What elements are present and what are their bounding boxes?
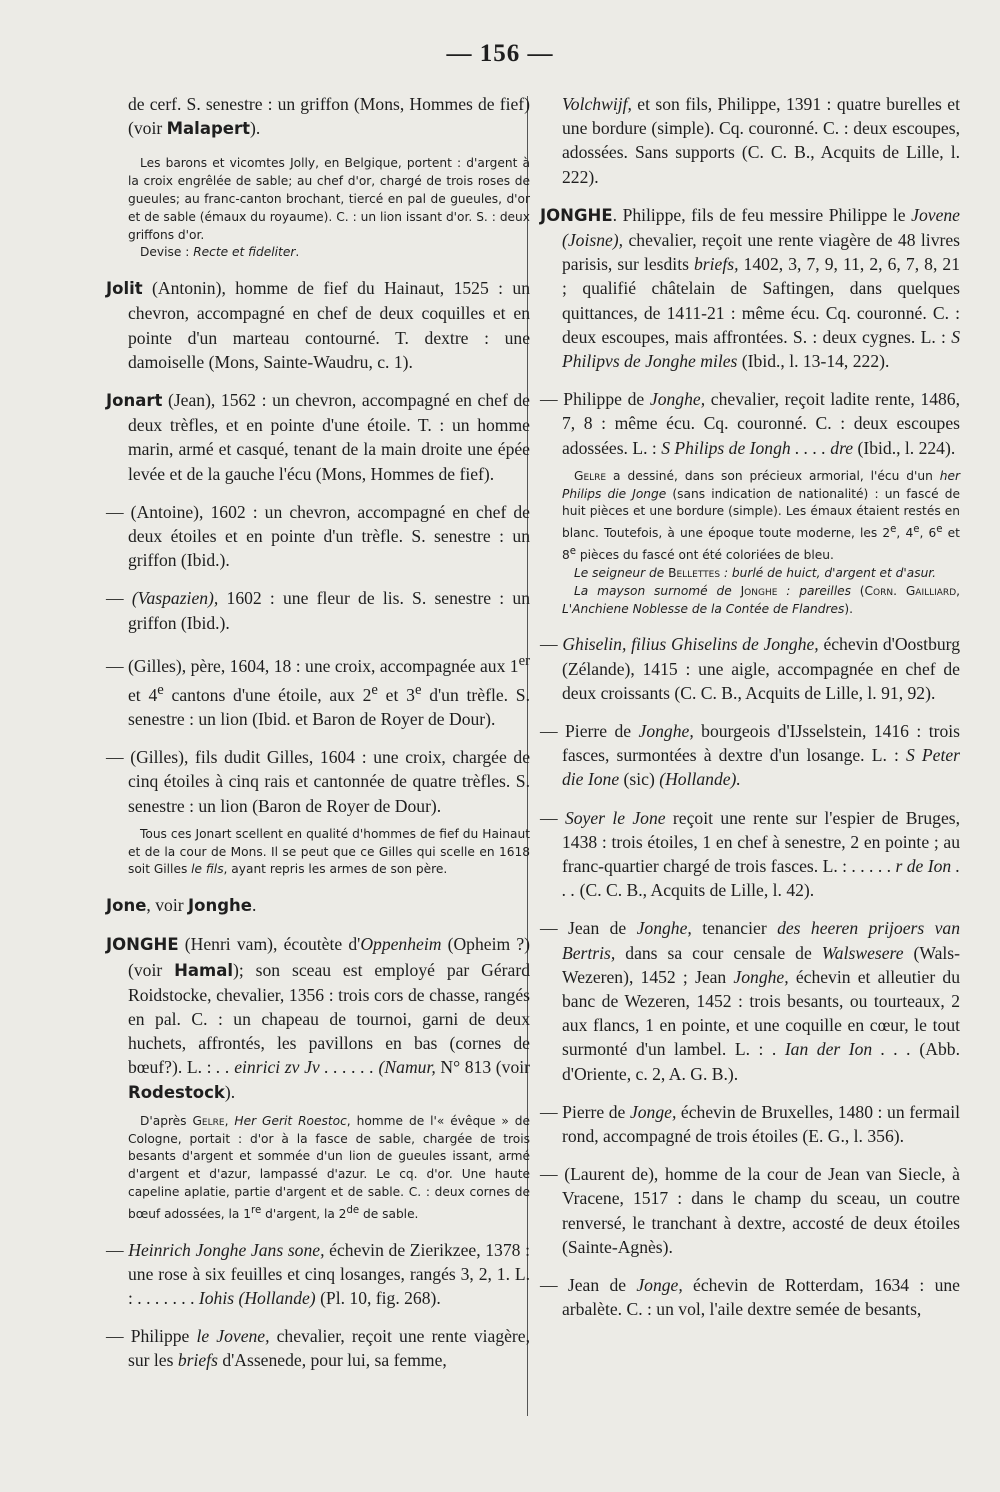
entry-jonart-vaspazien: — (Vaspazien), 1602 : une fleur de lis. S. senestre : un griffon (Ibid.). — [106, 588, 530, 633]
entry-philippe-de-jonghe: — Philippe de Jonghe, chevalier, reçoit ladite rente, 1486, 7, 8 : même écu. Cq. couronné. C. : deux escoupes adossées. L. : S Philips de Iongh . . . . dre (Ibid., l. 224). — [540, 389, 960, 458]
entry-jone: Jone, voir Jonghe. — [106, 895, 257, 916]
left-column — [106, 92, 530, 1387]
note-gelre-philips: Gelre a dessiné, dans son précieux armorial, l'écu d'un her Philips die Jonge (sans indication de nationalité) : un fascé de huit pièces et une bordure (simple). Les émaux étaient restés en blanc. Toutefois, à une époque toute moderne, les 2e, 4e, 6e et 8e pièces du fascé ont été coloriées de bleu. Le seigneur de Bellettes : burlé de huict, d'argent et d'asur. La mayson surnomé de Jonghe : pareilles (Corn. Gailliard, L'Anchiene Noblesse de la Contée de Flandres). — [562, 468, 960, 616]
headword-jonart: Jonart — [106, 391, 163, 410]
entry-pierre-de-jonge: — Pierre de Jonge, échevin de Bruxelles, 1480 : un fermail rond, accompagné de trois étoiles (E. G., l. 356). — [540, 1101, 960, 1146]
entry-jonghe-philippe: JONGHE. Philippe, fils de feu messire Philippe le Jovene (Joisne), chevalier, reçoit une rente viagère de 48 livres parisis, sur lesdits briefs, 1402, 3, 7, 9, 11, 2, 6, 7, 8, 21 ; qualifié châtelain de Saftingen, dans quelques quittances, de 1411-21 : même écu. Cq. couronné. C. : deux escoupes, mais affrontées. S. : deux cygnes. L. : S Philipvs de Jonghe miles (Ibid., l. 13-14, 222). — [540, 204, 961, 372]
entry-pierre-de-jonghe: — Pierre de Jonghe, bourgeois d'IJsselstein, 1416 : trois fasces, surmontées à dextre d'un losange. L. : S Peter die Ione (sic) (Hollande). — [540, 720, 961, 790]
entry-laurent-de: — (Laurent de), homme de la cour de Jean van Siecle, à Vracene, 1517 : dans le champ du sceau, un coutre renversé, le tranchant à dextre, accosté de deux étoiles (Sainte-Agnès). — [540, 1164, 960, 1257]
cross-ref-malapert: Malapert — [166, 119, 250, 139]
note-jonart: Tous ces Jonart scellent en qualité d'hommes de fief du Hainaut et de la cour de Mons. Il se peut que ce Gilles qui scelle en 1618 soit Gilles le fils, ayant repris les armes de son père. — [128, 826, 530, 877]
note-jolly: Les barons et vicomtes Jolly, en Belgique, portent : d'argent à la croix engrêlée de sable; au chef d'or, chargé de trois roses de gueules; au franc-canton brochant, tiercé en pal de gueules, d'or et de sable (émaux du royaume). C. : un lion issant d'or. S. : deux griffons d'or. Devise : Recte et fideliter. — [128, 156, 530, 260]
entry-philippe-le-jovene: — Philippe le Jovene, chevalier, reçoit une rente viagère, sur les briefs d'Assenede, pour lui, sa femme, — [106, 1326, 531, 1371]
entry-continuation: de cerf. S. senestre : un griffon (Mons, Hommes de fief) (voir Malapert). — [128, 94, 530, 139]
cross-ref-rodestock: Rodestock — [128, 1082, 225, 1102]
entry-jonart-jean: Jonart (Jean), 1562 : un chevron, accompagné en chef de deux trèfles, et en pointe d'une étoile. T. : un homme marin, armé et casqué, tenant de la main droite une épée levée et de la gauche l'écu (Mons, Hommes de fief). — [106, 390, 530, 484]
entry-jean-de-jonghe: — Jean de Jonghe, tenancier des heeren prijoers van Bertris, dans sa cour censale de Walswesere (Wals-Wezeren), 1452 ; Jean Jonghe, échevin et alleutier du banc de Wezeren, 1452 : trois besants, ou tourteaux, 2 aux flancs, 1 en pointe, et une coquille en cœur, le tout surmonté d'un lambel. L. : . Ian der Ion . . . (Abb. d'Oriente, c. 2, A. G. B.). — [540, 918, 960, 1084]
headword-jonghe-2: JONGHE — [540, 205, 613, 225]
entry-heinrich-jonghe: — Heinrich Jonghe Jans sone, échevin de Zierikzee, 1378 : une rose à six feuilles et cinq losanges, rangés 3, 2, 1. L. : . . . . . . . Iohis (Hollande) (Pl. 10, fig. 268). — [106, 1239, 530, 1309]
note-gelre-roestoc: D'après Gelre, Her Gerit Roestoc, homme de l'« évêque » de Cologne, portait : d'or à la fasce de sable, chargée de trois besants d'argent et sommée d'un lion de gueules issant, armé d'argent et d'azur, lampassé d'azur. Le cq. d'or. Une haute capeline aplatie, partie d'argent et de sable. C. : deux cornes de bœuf adossées, la 1re d'argent, la 2de de sable. — [128, 1113, 531, 1221]
cross-ref-hamal: Hamal — [174, 960, 234, 980]
entry-continuation-volchwijf: Volchwijf, et son fils, Philippe, 1391 : quatre burelles et une bordure (simple). Cq. couronné. C. : deux escoupes, adossées. Sans supports (C. C. B., Acquits de Lille, l. 222). — [562, 94, 960, 187]
entry-jean-de-jonge: — Jean de Jonge, échevin de Rotterdam, 1634 : une arbalète. C. : un vol, l'aile dextre semée de besants, — [540, 1275, 960, 1320]
headword-jone: Jone — [106, 896, 147, 916]
entry-jolit: Jolit (Antonin), homme de fief du Hainaut, 1525 : un chevron, accompagné en chef de deux coquilles et en pointe d'un marteau contourné. T. dextre : une damoiselle (Mons, Sainte-Waudru, c. 1). — [106, 278, 530, 372]
entry-jonart-gilles-pere: — (Gilles), père, 1604, 18 : une croix, accompagnée aux 1er et 4e cantons d'une étoile, aux 2e et 3e d'un trèfle. S. senestre : un lion (Ibid. et Baron de Royer de Dour). — [106, 652, 530, 729]
entry-jonart-gilles-fils: — (Gilles), fils dudit Gilles, 1604 : une croix, chargée de cinq étoiles à cinq rais et cantonnée de quatre trèfles. S. senestre : un lion (Baron de Royer de Dour). — [106, 747, 530, 816]
right-column — [540, 92, 960, 1335]
entry-ghiselin: — Ghiselin, filius Ghiselins de Jonghe, échevin d'Oostburg (Zélande), 1415 : une aigle, accompagnée en chef de deux croissants (C. C. B., Acquits de Lille, l. 91, 92). — [540, 634, 961, 703]
cross-ref-jonghe: Jonghe — [187, 896, 252, 916]
headword-jonghe: JONGHE — [106, 935, 179, 955]
headword-jolit: Jolit — [106, 279, 143, 299]
page-number: — 156 — — [446, 40, 554, 67]
entry-soyer-le-jone: — Soyer le Jone reçoit une rente sur l'espier de Bruges, 1438 : trois étoiles, 1 en chef à senestre, 2 en pointe ; au franc-quartier chargé de trois fasces. L. : . . . . . r de Ion . . . (C. C. B., Acquits de Lille, l. 42). — [540, 807, 961, 901]
entry-jonart-antoine: — (Antoine), 1602 : un chevron, accompagné en chef de deux étoiles et en pointe d'un trèfle. S. senestre : un griffon (Ibid.). — [106, 501, 530, 571]
entry-jonghe-henri: JONGHE (Henri vam), écoutète d'Oppenheim (Opheim ?) (voir Hamal); son sceau est employé par Gérard Roidstocke, chevalier, 1356 : trois cors de chasse, rangés en pal. C. : un chapeau de tournoi, garni de deux huchets, affrontés, les pavillons en bas (cornes de bœuf?). L. : . . einrici zv Jv . . . . . . (Namur, N° 813 (voir Rodestock). — [106, 934, 531, 1102]
